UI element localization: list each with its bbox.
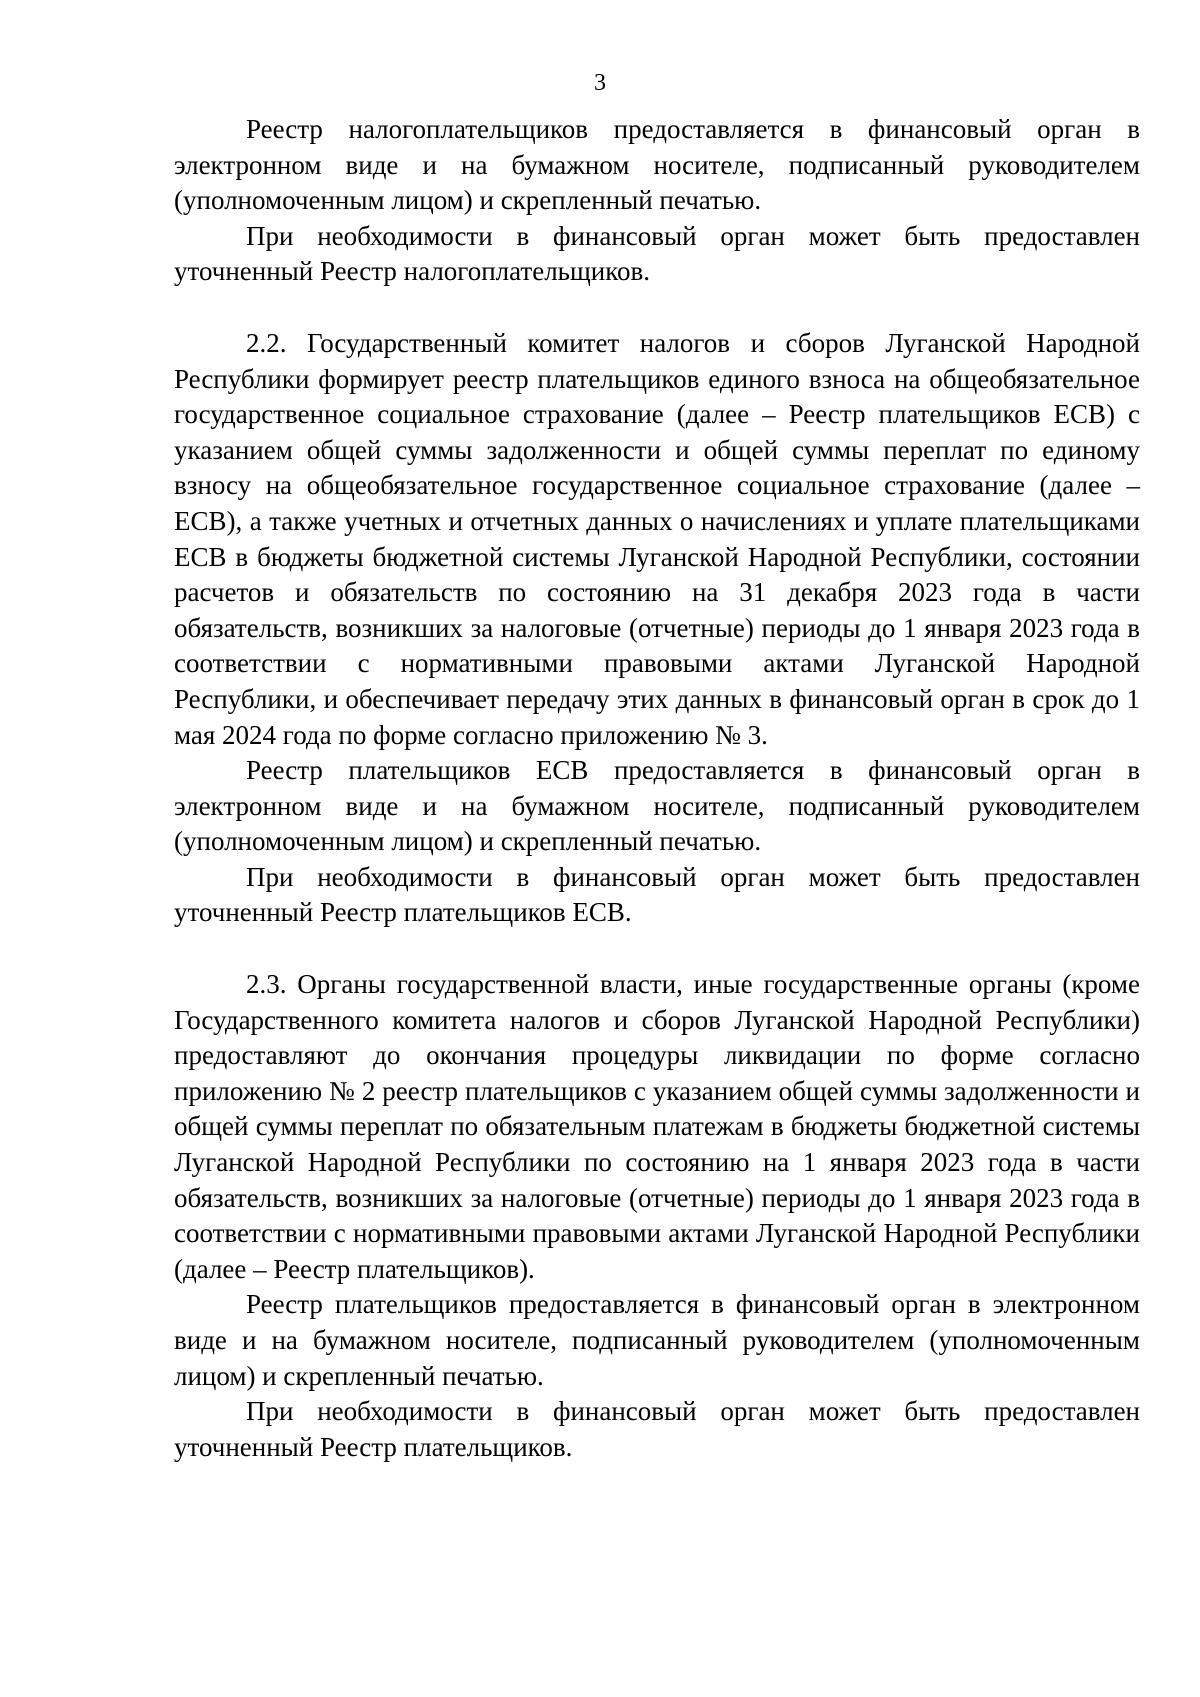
paragraph-2-3-main: 2.3. Органы государственной власти, иные государственные органы (кроме Государственного комитета налогов и сборов Луганской Народной Республики) предоставляют до окончания процедуры ликвидации по форме согласно приложению № 2 реестр плательщиков с указанием общей суммы задолженности и общей суммы переплат по обязательным платежам в бюджеты бюджетной системы Луганской Народной Республики по состоянию на 1 января 2023 года в части обязательств, возникших за налоговые (отчетные) периоды до 1 января 2023 года в соответствии с нормативными правовыми актами Луганской Народной Республики (далее – Реестр плательщиков).: [174, 969, 1140, 1284]
paragraph-registry-submission: Реестр налогоплательщиков предоставляется в финансовый орган в электронном виде и на бумажном носителе, подписанный руководителем (уполномоченным лицом) и скрепленный печатью.: [174, 114, 1140, 216]
paragraph-2-3-submission: Реестр плательщиков предоставляется в финансовый орган в электронном виде и на бумажном носителе, подписанный руководителем (уполномоченным лицом) и скрепленный печатью.: [174, 1289, 1140, 1391]
section-spacer: [174, 290, 1140, 326]
section-2-2: [174, 326, 1140, 931]
page-number: 3: [594, 70, 606, 96]
paragraph-2-2-update: При необходимости в финансовый орган может быть предоставлен уточненный Реестр плательщиков ЕСВ.: [174, 861, 1140, 928]
intro-section: [174, 112, 1140, 290]
section-spacer: [174, 931, 1140, 967]
paragraph-registry-update: При необходимости в финансовый орган может быть предоставлен уточненный Реестр налогоплательщиков.: [174, 220, 1140, 287]
paragraph-2-2-submission: Реестр плательщиков ЕСВ предоставляется в финансовый орган в электронном виде и на бумажном носителе, подписанный руководителем (уполномоченным лицом) и скрепленный печатью.: [174, 755, 1140, 857]
section-2-3: [174, 967, 1140, 1465]
paragraph-2-3-update: При необходимости в финансовый орган может быть предоставлен уточненный Реестр плательщиков.: [174, 1396, 1140, 1462]
paragraph-2-2-main: 2.2. Государственный комитет налогов и сборов Луганской Народной Республики формирует реестр плательщиков единого взноса на общеобязательное государственное социальное страхование (далее – Реестр плательщиков ЕСВ) с указанием общей суммы задолженности и общей суммы переплат по единому взносу на общеобязательное государственное социальное страхование (далее – ЕСВ), а также учетных и отчетных данных о начислениях и уплате плательщиками ЕСВ в бюджеты бюджетной системы Луганской Народной Республики, состоянии расчетов и обязательств по состоянию на 31 декабря 2023 года в части обязательств, возникших за налоговые (отчетные) периоды до 1 января 2023 года в соответствии с нормативными правовыми актами Луганской Народной Республики, и обеспечивает передачу этих данных в финансовый орган в срок до 1 мая 2024 года по форме согласно приложению № 3.: [174, 327, 1140, 750]
document-body: [174, 112, 1140, 1465]
